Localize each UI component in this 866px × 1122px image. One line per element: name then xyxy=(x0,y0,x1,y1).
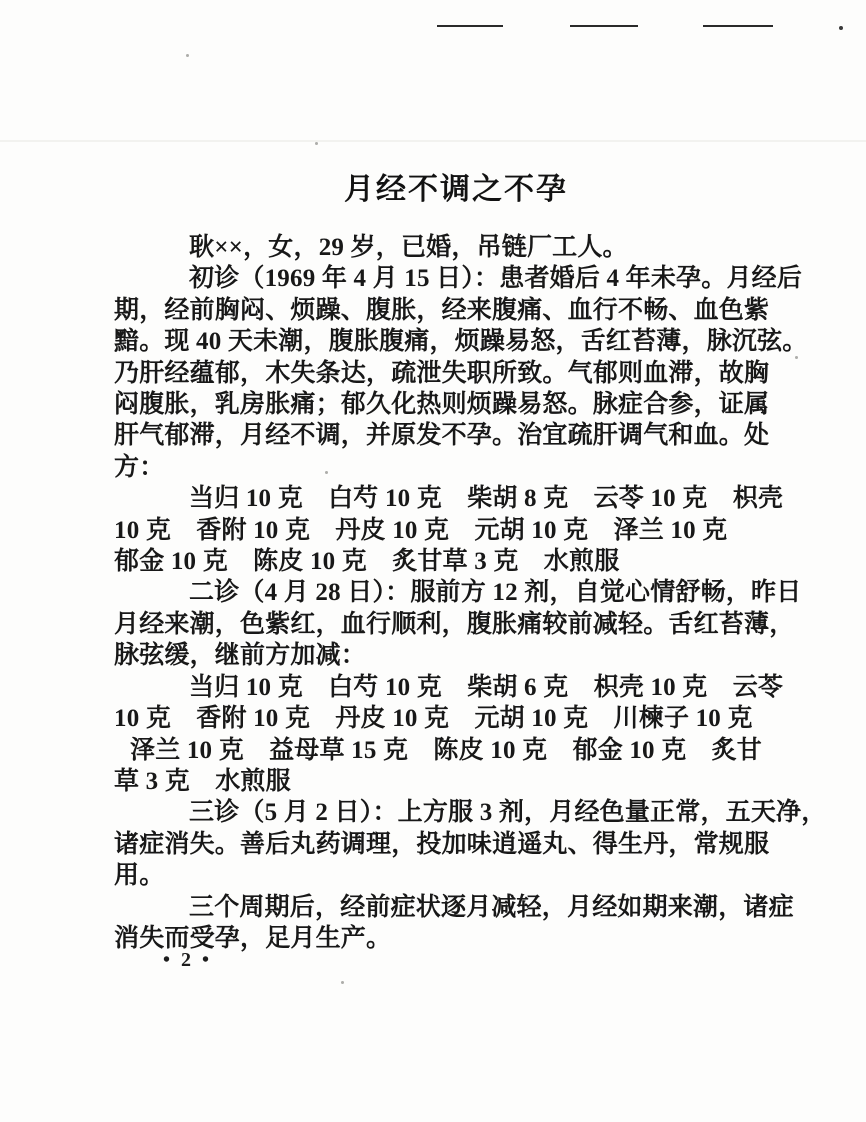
scan-artifact-dot xyxy=(839,26,843,30)
scan-artifact-line xyxy=(437,25,503,27)
scan-artifact-band xyxy=(0,140,866,142)
text-line: 三诊（5 月 2 日）：上方服 3 剂，月经色量正常，五天净， xyxy=(189,799,827,827)
scan-speck xyxy=(341,981,344,984)
scan-speck xyxy=(186,54,189,57)
text-line: 用。 xyxy=(114,862,165,890)
text-body xyxy=(114,232,827,954)
text-line: 乃肝经蕴郁，木失条达，疏泄失职所致。气郁则血滞，故胸 xyxy=(114,359,770,387)
text-line: 方： xyxy=(114,453,165,481)
page-number: • 2 • xyxy=(163,949,213,971)
scan-artifact-line xyxy=(570,25,638,27)
text-line: 三个周期后，经前症状逐月减轻，月经如期来潮，诸症 xyxy=(189,893,794,921)
prescription-line: 郁金 10 克 陈皮 10 克 炙甘草 3 克 水煎服 xyxy=(114,548,620,576)
text-line: 初诊（1969 年 4 月 15 日）：患者婚后 4 年未孕。月经后 xyxy=(189,265,803,293)
prescription-line: 10 克 香附 10 克 丹皮 10 克 元胡 10 克 川楝子 10 克 xyxy=(114,705,753,733)
text-line: 黯。现 40 天未潮，腹胀腹痛，烦躁易怒，舌红苔薄，脉沉弦。 xyxy=(114,328,808,356)
text-line: 二诊（4 月 28 日）：服前方 12 剂，自觉心情舒畅，昨日 xyxy=(189,579,802,607)
prescription-line: 10 克 香附 10 克 丹皮 10 克 元胡 10 克 泽兰 10 克 xyxy=(114,516,728,544)
text-line: 诸症消失。善后丸药调理，投加味逍遥丸、得生丹，常规服 xyxy=(114,830,770,858)
prescription-line: 当归 10 克 白芍 10 克 柴胡 6 克 枳壳 10 克 云苓 xyxy=(189,673,784,701)
text-line: 消失而受孕，足月生产。 xyxy=(114,924,392,952)
scan-speck xyxy=(315,142,318,145)
scan-artifact-line xyxy=(703,25,773,27)
text-line: 闷腹胀，乳房胀痛；郁久化热则烦躁易怒。脉症合参，证属 xyxy=(114,391,770,419)
prescription-line: 草 3 克 水煎服 xyxy=(114,767,291,795)
text-line: 月经来潮，色紫红，血行顺利，腹胀痛较前减轻。舌红苔薄， xyxy=(114,610,795,638)
text-line: 脉弦缓，继前方加减： xyxy=(114,642,367,670)
text-line: 耿××，女，29 岁，已婚，吊链厂工人。 xyxy=(189,234,628,261)
scan-speck xyxy=(795,356,798,359)
text-line: 期，经前胸闷、烦躁、腹胀，经来腹痛、血行不畅、血色紫 xyxy=(114,296,770,324)
page-title: 月经不调之不孕 xyxy=(344,173,568,206)
text-line: 肝气郁滞，月经不调，并原发不孕。治宜疏肝调气和血。处 xyxy=(114,422,770,450)
prescription-line: 当归 10 克 白芍 10 克 柴胡 8 克 云苓 10 克 枳壳 xyxy=(189,485,784,513)
prescription-line: 泽兰 10 克 益母草 15 克 陈皮 10 克 郁金 10 克 炙甘 xyxy=(130,736,763,764)
